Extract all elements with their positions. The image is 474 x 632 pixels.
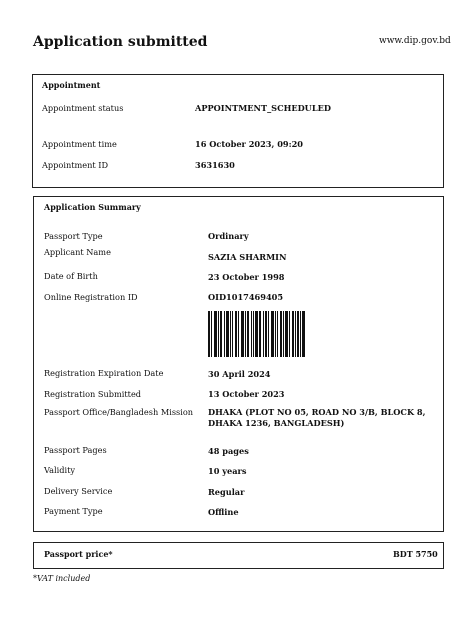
date-of-birth-value: 23 October 1998 [208,272,285,282]
appointment-id-value: 3631630 [195,160,235,170]
registration-expiration-value: 30 April 2024 [208,369,271,379]
appointment-box [32,74,444,188]
online-registration-id-label: Online Registration ID [44,292,138,302]
validity-value: 10 years [208,466,247,476]
passport-price-value: BDT 5750 [393,549,438,559]
passport-office-value: DHAKA (PLOT NO 05, ROAD NO 3/B, BLOCK 8, DHAKA 1236, BANGLADESH) [208,407,426,428]
passport-pages-label: Passport Pages [44,445,107,455]
barcode-icon [208,311,305,357]
validity-label: Validity [44,465,76,475]
delivery-service-value: Regular [208,487,245,497]
appointment-time-label: Appointment time [42,139,117,149]
summary-heading: Application Summary [44,202,141,212]
passport-type-label: Passport Type [44,231,103,241]
applicant-name-label: Applicant Name [44,247,111,257]
passport-price-label: Passport price* [44,549,113,559]
payment-type-value: Offline [208,507,239,517]
website-url: www.dip.gov.bd [379,36,451,46]
page-title: Application submitted [33,34,208,50]
vat-footnote: *VAT included [33,574,91,583]
online-registration-id-value: OID1017469405 [208,292,284,302]
registration-submitted-value: 13 October 2023 [208,389,285,399]
appointment-heading: Appointment [42,80,101,90]
passport-office-label: Passport Office/Bangladesh Mission [44,407,194,417]
passport-pages-value: 48 pages [208,446,249,456]
applicant-name-value: SAZIA SHARMIN [208,252,287,262]
passport-type-value: Ordinary [208,231,249,241]
payment-type-label: Payment Type [44,506,103,516]
date-of-birth-label: Date of Birth [44,271,98,281]
registration-expiration-label: Registration Expiration Date [44,368,164,378]
registration-submitted-label: Registration Submitted [44,389,142,399]
appointment-time-value: 16 October 2023, 09:20 [195,139,304,149]
appointment-status-label: Appointment status [42,103,124,113]
appointment-status-value: APPOINTMENT_SCHEDULED [195,103,331,113]
appointment-id-label: Appointment ID [42,160,109,170]
delivery-service-label: Delivery Service [44,486,113,496]
